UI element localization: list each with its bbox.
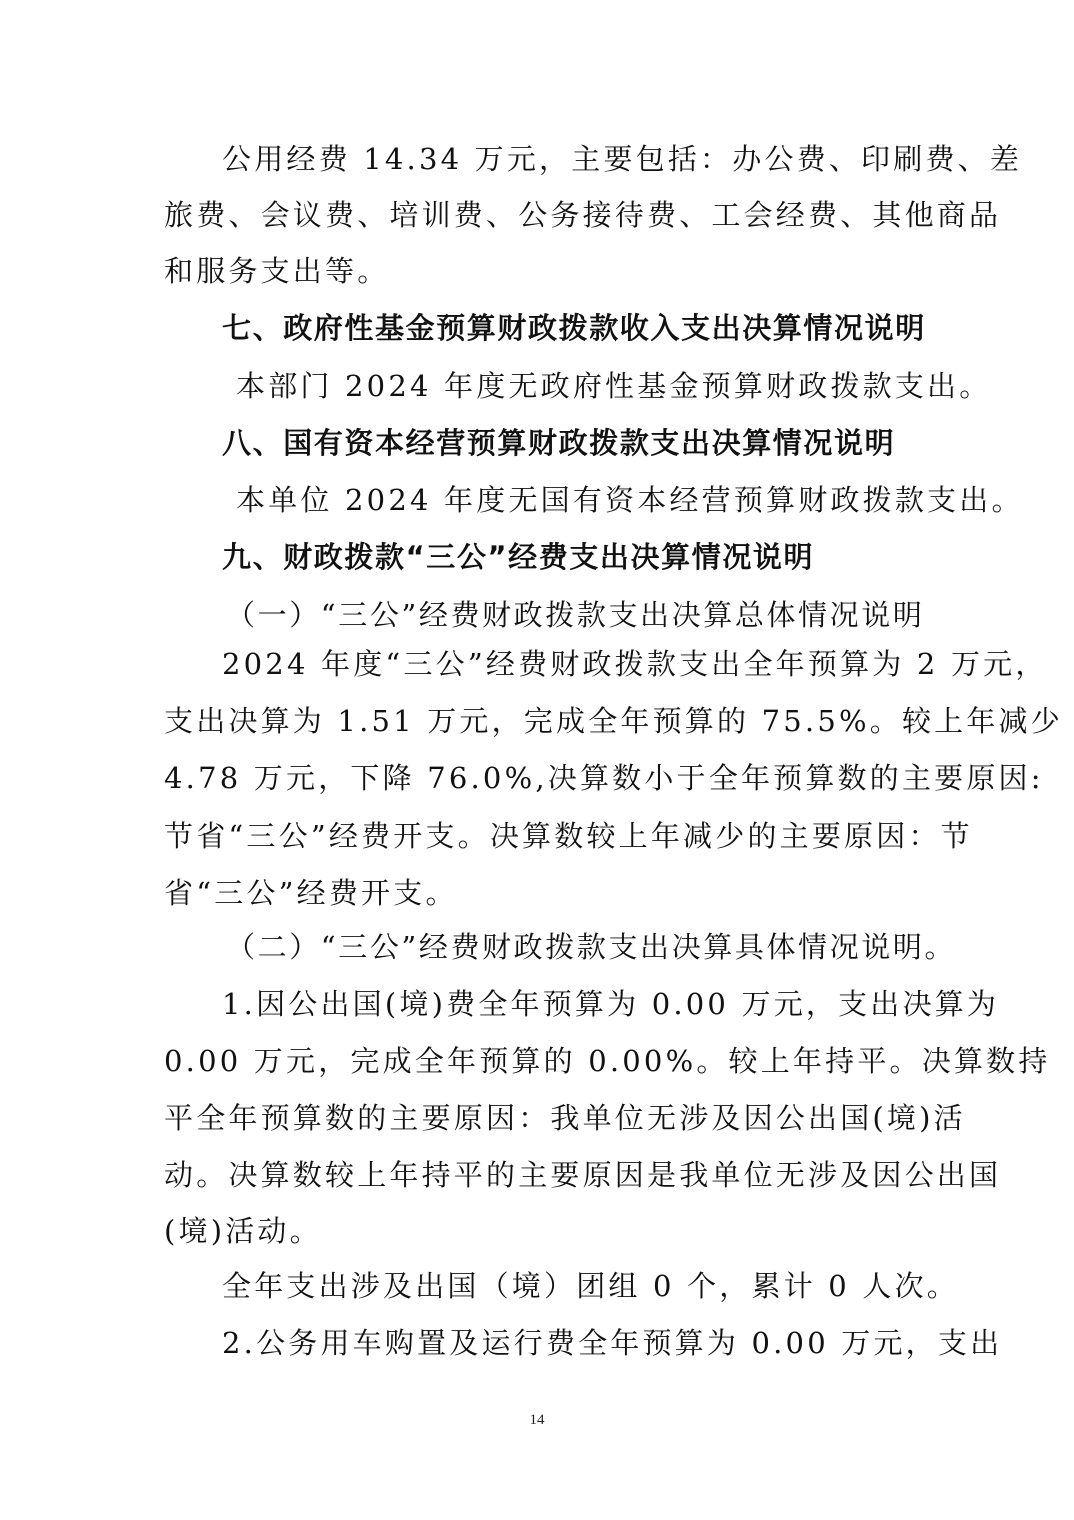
page-number: 14 — [529, 1412, 545, 1428]
subsection-heading-2: （二）“三公”经费财政拨款支出决算具体情况说明。 — [226, 930, 957, 964]
paragraph-line: 全年支出涉及出国（境）团组 0 个，累计 0 人次。 — [222, 1269, 959, 1303]
paragraph-line: 2.公务用车购置及运行费全年预算为 0.00 万元，支出 — [222, 1326, 1003, 1360]
paragraph-line: 省“三公”经费开支。 — [164, 876, 458, 910]
section-heading-8: 八、国有资本经营预算财政拨款支出决算情况说明 — [222, 426, 896, 460]
paragraph-line: 平全年预算数的主要原因：我单位无涉及因公出国(境)活 — [164, 1101, 966, 1135]
paragraph-line: 0.00 万元，完成全年预算的 0.00%。较上年持平。决算数持 — [164, 1044, 1051, 1078]
paragraph-line: 本单位 2024 年度无国有资本经营预算财政拨款支出。 — [236, 483, 1024, 517]
paragraph-line: 节省“三公”经费开支。决算数较上年减少的主要原因：节 — [164, 819, 973, 853]
paragraph-line: 旅费、会议费、培训费、公务接待费、工会经费、其他商品 — [164, 198, 1002, 232]
paragraph-line: 1.因公出国(境)费全年预算为 0.00 万元，支出决算为 — [222, 987, 1000, 1021]
paragraph-line: (境)活动。 — [164, 1214, 322, 1248]
paragraph-line: 4.78 万元，下降 76.0%,决算数小于全年预算数的主要原因: — [164, 761, 1044, 795]
paragraph-line: 动。决算数较上年持平的主要原因是我单位无涉及因公出国 — [164, 1158, 1002, 1192]
paragraph-line: 和服务支出等。 — [164, 254, 390, 288]
paragraph-line: 支出决算为 1.51 万元，完成全年预算的 75.5%。较上年减少 — [164, 704, 1063, 738]
paragraph-line: 本部门 2024 年度无政府性基金预算财政拨款支出。 — [236, 369, 992, 403]
subsection-heading-1: （一）“三公”经费财政拨款支出决算总体情况说明 — [226, 598, 925, 632]
section-heading-9: 九、财政拨款“三公”经费支出决算情况说明 — [222, 540, 815, 574]
paragraph-line: 公用经费 14.34 万元，主要包括：办公费、印刷费、差 — [222, 142, 1023, 176]
paragraph-line: 2024 年度“三公”经费财政拨款支出全年预算为 2 万元， — [222, 647, 1048, 681]
section-heading-7: 七、政府性基金预算财政拨款收入支出决算情况说明 — [222, 311, 926, 345]
